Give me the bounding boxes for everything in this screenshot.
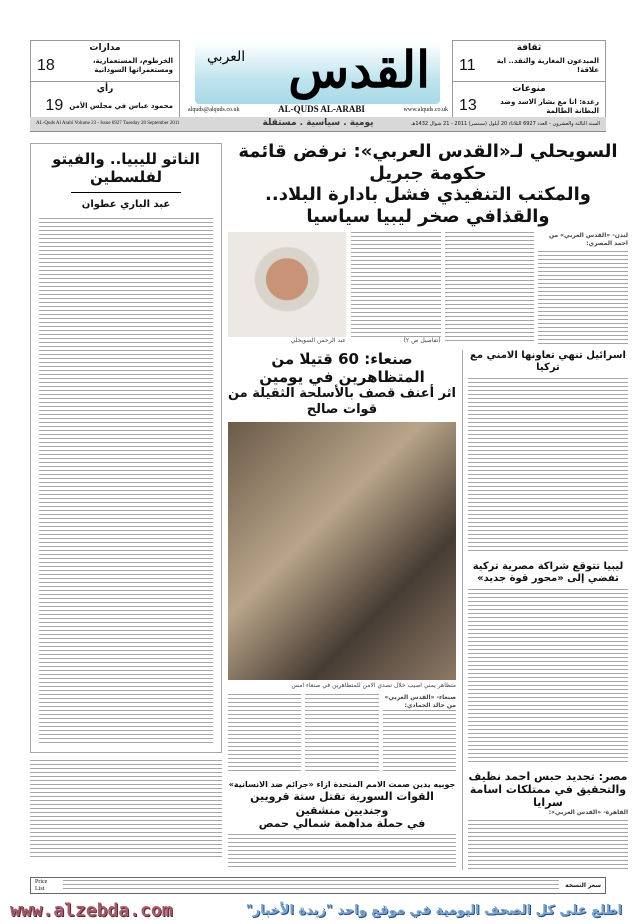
email-link[interactable]: alquds@alquds.co.uk bbox=[188, 106, 240, 113]
teaser-section: مدارات bbox=[89, 43, 121, 53]
sidebar-headline[interactable]: مصر: تجديد حبس احمد نظيف والتحقيق في ممتلكات اسامة سرايا bbox=[468, 769, 628, 810]
syria-kicker: جوبيه يدين صمت الامم المتحدة ازاء «جرائم ضد الانسانية» bbox=[228, 780, 456, 790]
sidebar-byline: القاهرة- «القدس العربي»: bbox=[548, 809, 628, 817]
syria-story bbox=[228, 780, 456, 870]
yemen-column bbox=[228, 350, 456, 870]
teaser-text: المبدعون المغاربة والنقد.. اية علاقة! bbox=[496, 57, 599, 75]
teaser-box-right bbox=[452, 40, 606, 122]
masthead-links bbox=[188, 105, 448, 114]
website-link[interactable]: www.alquds.co.uk bbox=[403, 106, 448, 113]
lead-headlines bbox=[228, 141, 628, 227]
lead-byline: لندن- «القدس العربي» من احمد المصري: bbox=[548, 232, 628, 248]
page-number: 19 bbox=[45, 97, 64, 115]
photo-caption: عبد الرحمن السويحلي bbox=[290, 336, 346, 344]
page-number: 13 bbox=[459, 97, 477, 115]
yemen-headline[interactable]: صنعاء: 60 قتيلا من المتظاهرين في يومين bbox=[259, 350, 425, 387]
yemen-headline-2[interactable]: اثر أعنف قصف بالأسلحة الثقيلة من قوات صالح bbox=[227, 386, 456, 417]
price-label-ar: سعر النسخة bbox=[565, 882, 601, 889]
teaser-text: رغدة: انا مع بشار الاسد وضد البطانة الظالمة bbox=[500, 97, 599, 115]
logo-english: AL-QUDS AL-ARABI bbox=[278, 104, 365, 114]
yemen-byline: صنعاء- «القدس العربي» من خالد الحمادي: bbox=[384, 694, 456, 709]
sidebar-headline[interactable]: ليبيا تتوقع شراكة مصرية تركية تفضي إلى «محور قوة جديد» bbox=[472, 561, 624, 585]
page-number: 18 bbox=[37, 56, 55, 74]
dateline-arabic: السنة الثالثة والعشرون - العدد 6927 الثلاثاء 20 أيلول (سبتمبر) 2011 - 21 شوال 1432هـ bbox=[411, 120, 600, 127]
logo-title: القدس bbox=[288, 42, 430, 99]
teaser-text: الخرطوم، المستعمارية، ومستعمراتها السودانية bbox=[92, 57, 173, 75]
photo-caption: متظاهر يمني اصيب خلال تصدي الامن للمتظاهرين في صنعاء امس bbox=[291, 682, 456, 690]
teaser-section: منوعات bbox=[512, 83, 546, 94]
lower-row bbox=[228, 350, 628, 870]
lead-body bbox=[351, 232, 628, 344]
opinion-author: عبد الباري عطوان bbox=[81, 199, 171, 210]
syria-headline-2[interactable]: في حملة مداهمة شمالي حمص bbox=[258, 816, 426, 830]
opinion-headline[interactable]: الناتو لليبيا.. والفيتو لفلسطين bbox=[52, 150, 200, 186]
banner-site[interactable]: www.alzebda.com bbox=[10, 899, 173, 921]
page-number: 11 bbox=[459, 56, 476, 74]
teaser-link[interactable] bbox=[31, 54, 179, 79]
dateline-english: AL-Quds Al Arabi Volume 23 - Issue 6927 Tuesday 20 September 2011 bbox=[36, 120, 180, 126]
syria-headline[interactable]: القوات السورية تقتل ستة قرويين وجنديين منشقين bbox=[250, 790, 434, 817]
yemen-photo bbox=[228, 422, 456, 681]
lead-row bbox=[228, 232, 628, 344]
dateline-bar bbox=[30, 117, 606, 132]
yemen-body bbox=[228, 694, 456, 774]
opinion-column bbox=[30, 143, 222, 753]
banner-text: اطلع على كل الصحف اليومية في موقع واحد "زبدة الأخبار" bbox=[245, 903, 622, 918]
sidebar bbox=[462, 350, 628, 870]
teaser-text: محمود عباس في مجلس الأمن bbox=[69, 102, 173, 111]
continued-note: (تفاصيل ص ٢) bbox=[403, 336, 441, 344]
teaser-section: ثقافة bbox=[516, 43, 542, 53]
teaser-link[interactable] bbox=[453, 94, 605, 119]
promo-banner[interactable] bbox=[0, 897, 632, 924]
opinion-continued bbox=[30, 760, 222, 860]
opinion-body bbox=[39, 218, 213, 746]
lead-photo bbox=[228, 232, 346, 336]
masthead-logo bbox=[195, 42, 440, 104]
main-area bbox=[228, 141, 628, 870]
teaser-section: رأي bbox=[96, 83, 114, 94]
teaser-link[interactable] bbox=[31, 94, 179, 119]
lead-headline[interactable]: السويحلي لـ«القدس العربي»: نرفض قائمة حكومة جبريل bbox=[238, 141, 618, 184]
teaser-link[interactable] bbox=[453, 54, 605, 79]
slogan: يومية . سياسية . مستقلة bbox=[262, 118, 374, 129]
teaser-box-left bbox=[30, 40, 180, 122]
lead-headline-2[interactable]: والمكتب التنفيذي فشل بادارة البلاد.. والقذافي صخر ليبيا سياسيا bbox=[265, 184, 591, 227]
price-label-en: Price List bbox=[35, 878, 48, 892]
price-list bbox=[30, 877, 606, 894]
sidebar-headline[interactable]: اسرائيل تنهي تعاونها الامني مع تركيا bbox=[470, 350, 626, 374]
logo-subtitle: العربي bbox=[207, 49, 246, 65]
